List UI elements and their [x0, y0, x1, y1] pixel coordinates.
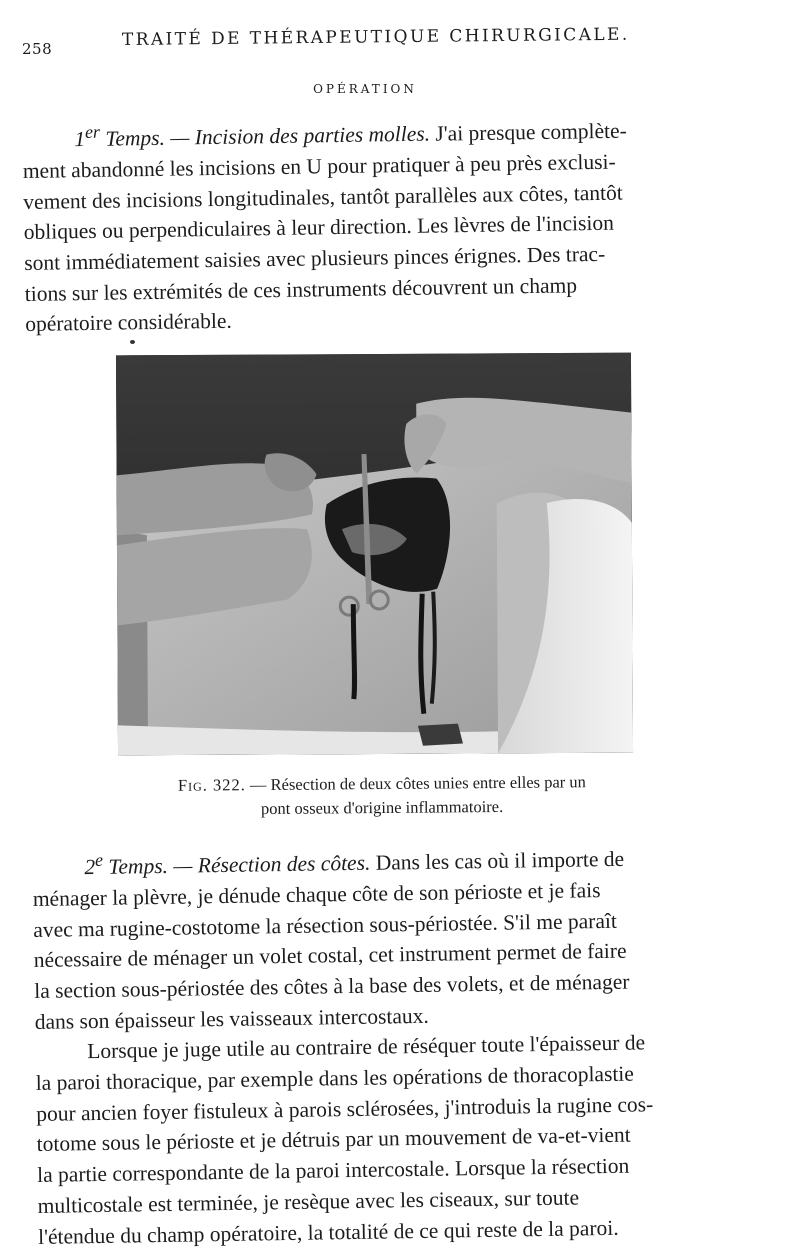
- text-line: nécessaire de ménager un volet costal, cet instrument permet de faire: [33, 938, 627, 973]
- text-line: Lorsque je juge utile au contraire de réséquer toute l'épaisseur de: [87, 1030, 646, 1064]
- page-number: 258: [22, 40, 53, 58]
- paragraph-incision: [22, 107, 715, 340]
- text-line: la paroi thoracique, par exemple dans les opérations de thoracoplastie: [35, 1061, 635, 1096]
- figure-label: Fig. 322.: [177, 775, 246, 795]
- text-line: vement des incisions longitudinales, tantôt parallèles aux côtes, tantôt: [23, 180, 623, 214]
- paragraph-first-line: 1er Temps. — Incision des parties molles. J'ai presque complète-: [74, 118, 627, 152]
- figure-caption: [112, 770, 652, 823]
- step-heading: 1er Temps. — Incision des parties molles.: [74, 121, 431, 152]
- text-line: ménager la plèvre, je dénude chaque côte de son périoste et je fais: [32, 877, 601, 911]
- ink-speck: [130, 340, 135, 344]
- text-line: totome sous le périoste et je détruis par un mouvement de va-et-vient: [36, 1123, 631, 1157]
- text-line: l'étendue du champ opératoire, la totalité de ce qui reste de la paroi.: [37, 1215, 619, 1249]
- text-line: dans son épaisseur les vaisseaux intercostaux.: [34, 1003, 429, 1034]
- step-heading: 2e Temps. — Résection des côtes.: [84, 849, 371, 880]
- paragraph-first-line: 2e Temps. — Résection des côtes. Dans les cas où il importe de: [84, 846, 625, 880]
- text-line: pour ancien foyer fistuleux à parois sclérosées, j'introduis la rugine cos-: [36, 1092, 654, 1126]
- text-line: tions sur les extrémités de ces instruments découvrent un champ: [24, 272, 578, 306]
- text-line: opératoire considérable.: [25, 309, 232, 337]
- text-line: multicostale est terminée, je resèque avec les ciseaux, sur toute: [37, 1185, 580, 1218]
- text-line: sont immédiatement saisies avec plusieurs pinces érignes. Des trac-: [24, 241, 606, 275]
- text-line: avec ma rugine-costotome la résection sous-périostée. S'il me paraît: [33, 908, 618, 942]
- paragraph-resection: [32, 835, 728, 1252]
- caption-line: Fig. 322. — Résection de deux côtes unies entre elles par un: [177, 772, 586, 795]
- surgical-photograph: [116, 353, 633, 756]
- text-line: la partie correspondante de la paroi intercostale. Lorsque la résection: [36, 1153, 630, 1188]
- running-head: [22, 22, 702, 62]
- running-title: TRAITÉ DE THÉRAPEUTIQUE CHIRURGICALE.: [121, 24, 630, 50]
- caption-line: pont osseux d'origine inflammatoire.: [260, 796, 504, 819]
- text-line: ment abandonné les incisions en U pour pratiquer à peu près exclusi-: [22, 149, 616, 183]
- section-title: OPÉRATION: [313, 82, 417, 96]
- text-line: la section sous-périostée des côtes à la base des volets, et de ménager: [34, 969, 630, 1003]
- text-line: obliques ou perpendiculaires à leur direction. Les lèvres de l'incision: [23, 210, 615, 245]
